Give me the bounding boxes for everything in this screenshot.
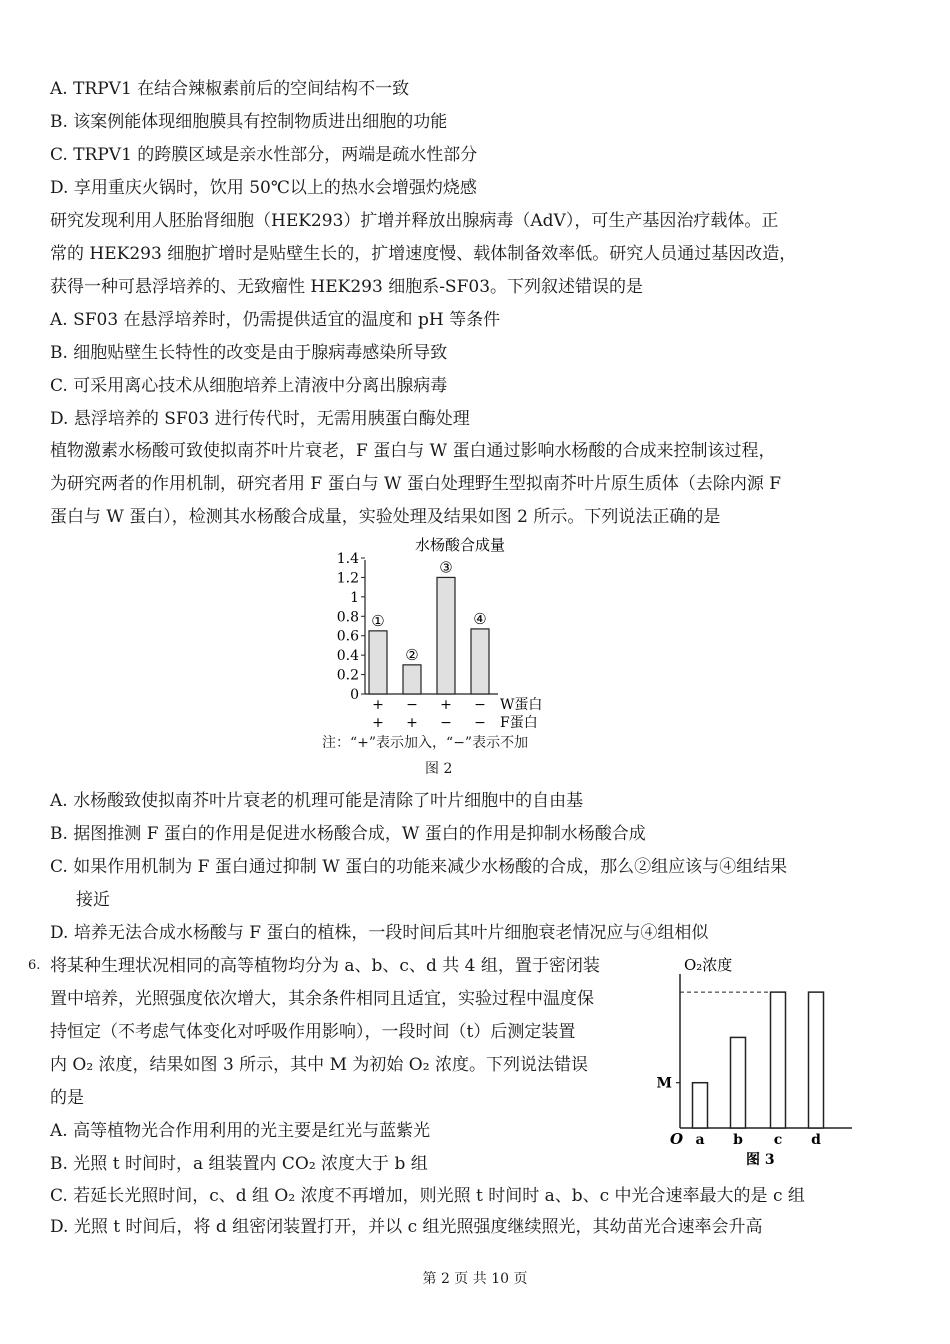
y-tick-label: 1.4 <box>336 551 359 567</box>
question-stem-line: 为研究两者的作用机制，研究者用 F 蛋白与 W 蛋白处理野生型拟南芥叶片原生质体（去除内源 F <box>50 474 782 494</box>
bar <box>809 992 824 1128</box>
question-stem-line: 将某种生理状况相同的高等植物均分为 a、b、c、d 共 4 组，置于密闭装 <box>50 956 600 976</box>
bar-label: ③ <box>439 558 453 577</box>
option-d: D. 培养无法合成水杨酸与 F 蛋白的植株，一段时间后其叶片细胞衰老情况应与④组相似 <box>50 923 709 943</box>
y-tick-label: 0.8 <box>336 609 359 626</box>
w-protein-sign: + <box>440 697 452 713</box>
figure-2-bar-chart <box>320 532 610 732</box>
y-tick-label: 1 <box>350 589 359 606</box>
option-b: B. 据图推测 F 蛋白的作用是促进水杨酸合成，W 蛋白的作用是抑制水杨酸合成 <box>50 824 646 844</box>
m-label: M <box>656 1075 672 1092</box>
x-category-label: c <box>773 1132 783 1148</box>
bar-label: ④ <box>473 609 487 628</box>
y-tick-label: 0.4 <box>336 648 359 665</box>
option-c: C. TRPV1 的跨膜区域是亲水性部分，两端是疏水性部分 <box>50 145 478 165</box>
f-protein-row-label: F蛋白 <box>500 715 538 731</box>
option-c: C. 如果作用机制为 F 蛋白通过抑制 W 蛋白的功能来减少水杨酸的合成，那么②组应该与④组结果 <box>50 857 788 877</box>
option-d: D. 光照 t 时间后，将 d 组密闭装置打开，并以 c 组光照强度继续照光，其幼苗光合速率会升高 <box>50 1217 763 1237</box>
x-category-label: b <box>733 1132 743 1148</box>
bar <box>369 631 387 694</box>
f-protein-sign: + <box>406 715 418 731</box>
question-stem-line: 植物激素水杨酸可致使拟南芥叶片衰老，F 蛋白与 W 蛋白通过影响水杨酸的合成来控制该过程， <box>50 441 776 461</box>
question-number: 6. <box>28 958 41 973</box>
bar <box>693 1083 708 1128</box>
figure-3-bar-chart <box>656 952 860 1172</box>
question-stem-line: 常的 HEK293 细胞扩增时是贴壁生长的，扩增速度慢、载体制备效率低。研究人员通过基因改造， <box>50 244 797 264</box>
figure-2-label: 图 2 <box>425 761 453 777</box>
x-category-label: d <box>811 1132 821 1148</box>
x-category-label: a <box>695 1132 705 1148</box>
bar-label: ② <box>405 645 419 664</box>
y-tick-label: 1.2 <box>336 570 359 587</box>
option-a: A. 高等植物光合作用利用的光主要是红光与蓝紫光 <box>50 1121 431 1141</box>
f-protein-sign: − <box>440 715 452 731</box>
option-a: A. SF03 在悬浮培养时，仍需提供适宜的温度和 pH 等条件 <box>50 310 501 330</box>
bar <box>471 629 489 694</box>
question-stem-line: 蛋白与 W 蛋白），检测其水杨酸合成量，实验处理及结果如图 2 所示。下列说法正确的是 <box>50 507 721 527</box>
page-footer: 第 2 页 共 10 页 <box>422 1271 528 1287</box>
question-stem-line: 持恒定（不考虑气体变化对呼吸作用影响），一段时间（t）后测定装置 <box>50 1022 576 1042</box>
chart-title: 水杨酸合成量 <box>414 536 506 554</box>
question-stem-line: 研究发现利用人胚胎肾细胞（HEK293）扩增并释放出腺病毒（AdV），可生产基因治疗载体。正 <box>50 211 779 231</box>
w-protein-sign: + <box>372 697 384 713</box>
y-tick-label: 0 <box>350 687 359 703</box>
option-c-continued: 接近 <box>76 890 110 910</box>
w-protein-sign: − <box>474 697 486 713</box>
option-b: B. 细胞贴壁生长特性的改变是由于腺病毒感染所导致 <box>50 343 448 363</box>
chart-title: O₂浓度 <box>684 956 733 974</box>
y-tick-label: 0.2 <box>336 667 359 684</box>
question-stem-line: 置中培养，光照强度依次增大，其余条件相同且适宜，实验过程中温度保 <box>50 989 594 1009</box>
option-a: A. 水杨酸致使拟南芥叶片衰老的机理可能是清除了叶片细胞中的自由基 <box>50 791 584 811</box>
bar-label: ① <box>371 611 385 630</box>
figure-3-label: 图 3 <box>746 1152 775 1168</box>
option-c: C. 可采用离心技术从细胞培养上清液中分离出腺病毒 <box>50 376 448 396</box>
w-protein-sign: − <box>406 697 418 713</box>
origin-label: O <box>670 1130 684 1148</box>
question-stem-line: 获得一种可悬浮培养的、无致瘤性 HEK293 细胞系-SF03。下列叙述错误的是 <box>50 277 644 297</box>
option-d: D. 悬浮培养的 SF03 进行传代时，无需用胰蛋白酶处理 <box>50 409 470 429</box>
f-protein-sign: − <box>474 715 486 731</box>
option-b: B. 该案例能体现细胞膜具有控制物质进出细胞的功能 <box>50 112 448 132</box>
chart-note: 注：“+”表示加入，“−”表示不加 <box>322 735 529 751</box>
bar <box>403 665 421 694</box>
bar <box>731 1037 746 1128</box>
bar <box>437 577 455 694</box>
question-stem-line: 内 O₂ 浓度，结果如图 3 所示，其中 M 为初始 O₂ 浓度。下列说法错误 <box>50 1055 588 1075</box>
w-protein-row-label: W蛋白 <box>500 697 543 713</box>
question-stem-line: 的是 <box>50 1088 84 1108</box>
option-d: D. 享用重庆火锅时，饮用 50℃以上的热水会增强灼烧感 <box>50 178 477 198</box>
option-c: C. 若延长光照时间，c、d 组 O₂ 浓度不再增加，则光照 t 时间时 a、b、c 中光合速率最大的是 c 组 <box>50 1186 805 1206</box>
y-tick-label: 0.6 <box>336 628 359 645</box>
option-a: A. TRPV1 在结合辣椒素前后的空间结构不一致 <box>50 79 410 99</box>
f-protein-sign: + <box>372 715 384 731</box>
bar <box>771 992 786 1128</box>
option-b: B. 光照 t 时间时，a 组装置内 CO₂ 浓度大于 b 组 <box>50 1154 428 1174</box>
